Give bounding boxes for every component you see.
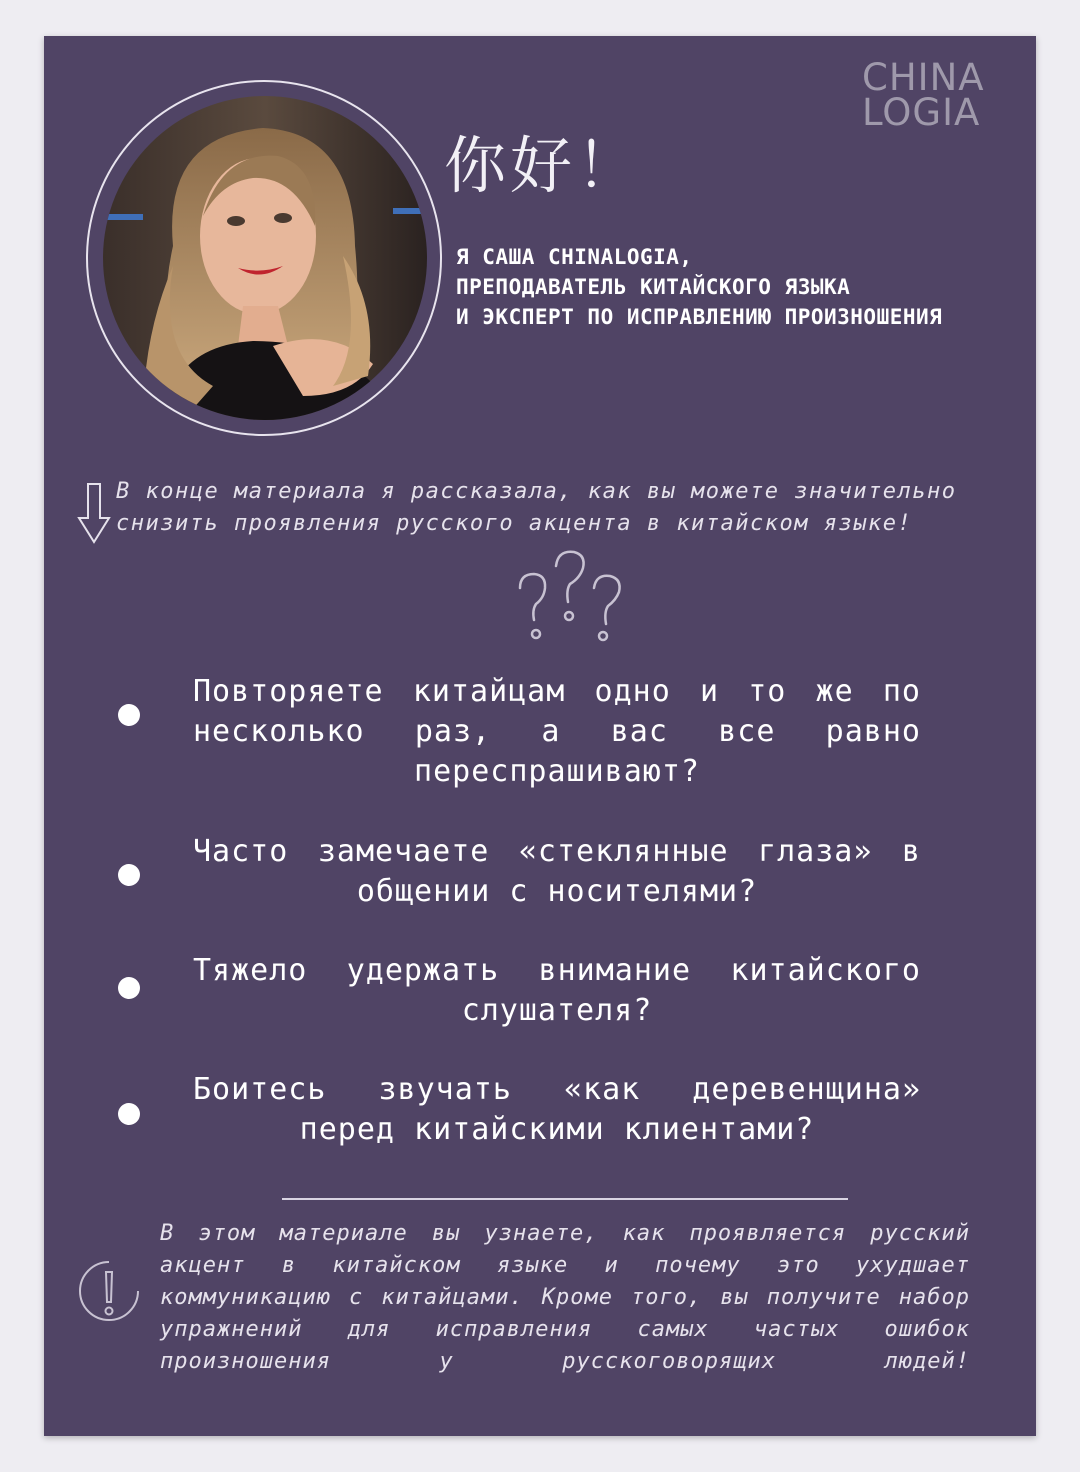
avatar: [103, 96, 427, 420]
bullet-dot: [118, 1103, 140, 1125]
question-text: Тяжело удержать внимание китайского слушателя?: [193, 953, 921, 1028]
logo-line-2: LOGIA: [862, 91, 981, 134]
bullet-dot: [118, 864, 140, 886]
greeting-heading: 你好！: [444, 129, 643, 202]
logo-line-1: CHINA: [862, 56, 985, 99]
question-text: Боитесь звучать «как деревенщина» перед китайскими клиентами?: [193, 1072, 921, 1147]
intro-line-1: Я САША CHINALOGIA,: [456, 245, 693, 269]
content-card: [44, 36, 1036, 1436]
intro-line-3: И ЭКСПЕРТ ПО ИСПРАВЛЕНИЮ ПРОИЗНОШЕНИЯ: [456, 305, 943, 329]
portrait-image: [103, 96, 427, 420]
bullet-dot: [118, 977, 140, 999]
exclamation-icon: [76, 1258, 142, 1324]
bullet-dot: [118, 704, 140, 726]
note-line-2: снизить проявления русского акцента в китайском языке!: [116, 511, 913, 536]
question-text: Повторяете китайцам одно и то же по несколько раз, а вас все равно переспрашивают?: [193, 674, 921, 789]
bottom-text: В этом материале вы узнаете, как проявляется русский акцент в китайском языке и почему это ухудшает коммуникацию с китайцами. Кроме того, вы получите набор упражнений для исправления самых частых ошибок произношения у русскоговорящих людей!: [160, 1221, 970, 1374]
down-arrow-icon: [77, 482, 111, 544]
intro-text: [456, 242, 1016, 332]
note-text: [116, 476, 1026, 540]
note-line-1: В конце материала я рассказала, как вы можете значительно: [116, 479, 957, 504]
brand-logo: [862, 56, 1026, 134]
question-marks-icon: [512, 548, 628, 644]
intro-line-2: ПРЕПОДАВАТЕЛЬ КИТАЙСКОГО ЯЗЫКА: [456, 275, 851, 299]
question-text: Часто замечаете «стеклянные глаза» в общении с носителями?: [193, 834, 921, 909]
divider-line: [282, 1198, 848, 1200]
